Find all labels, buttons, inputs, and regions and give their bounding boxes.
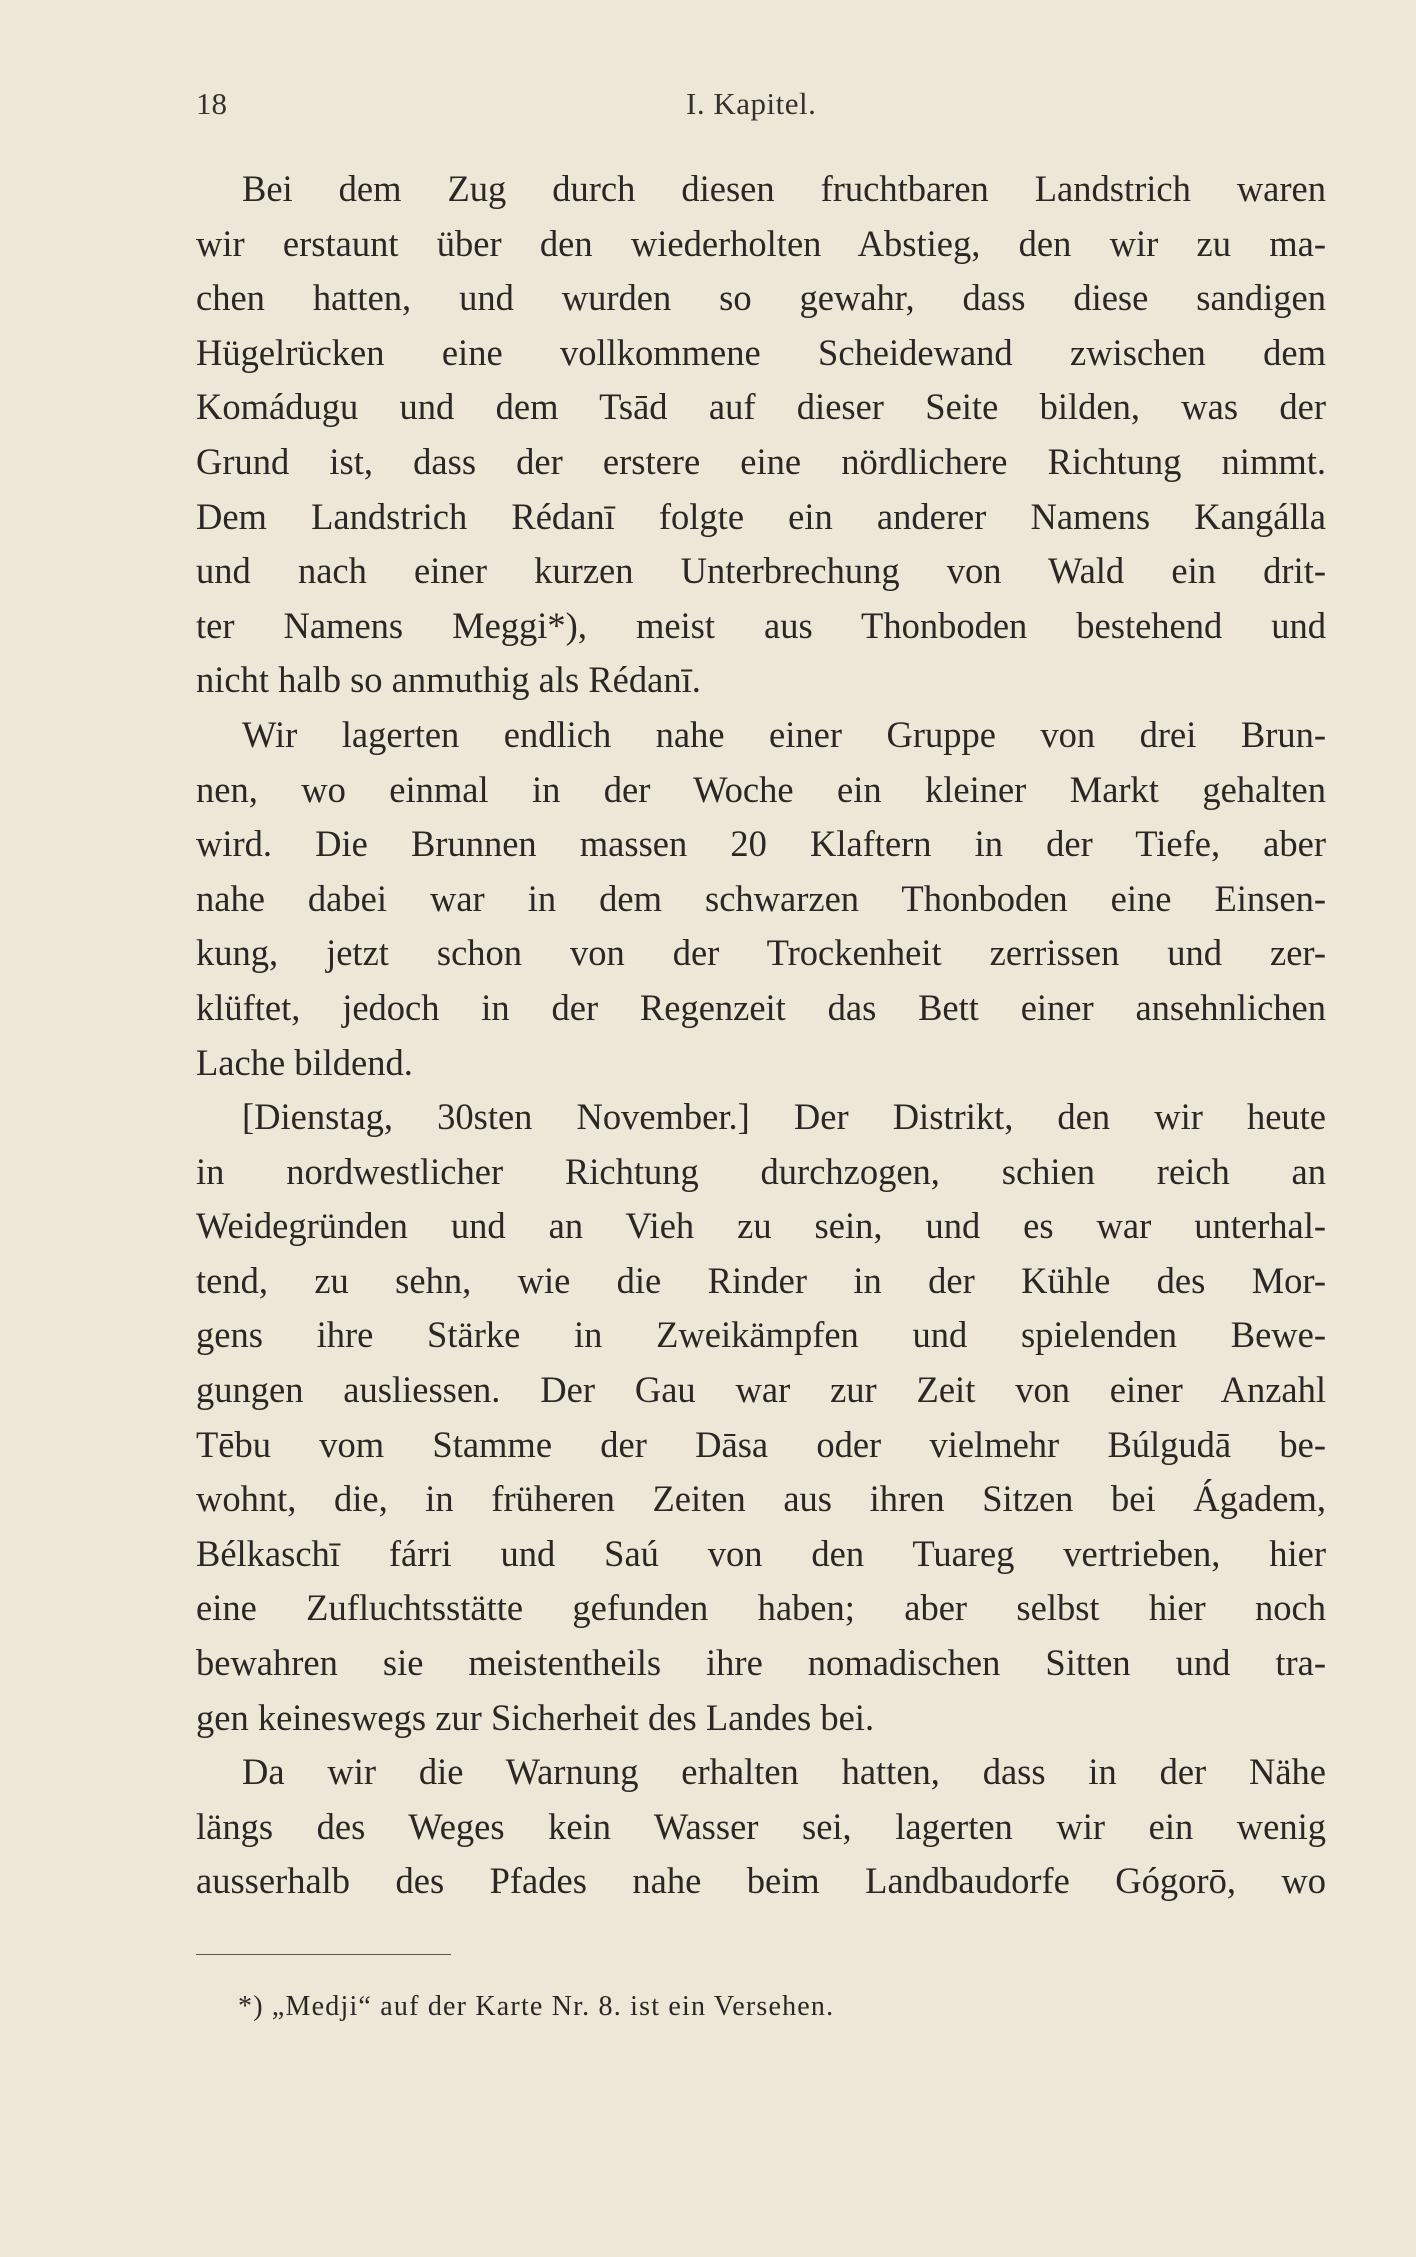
text-line: Grund ist, dass der erstere eine nördlichere Richtung nimmt. xyxy=(196,440,1326,482)
text-line: eine Zufluchtsstätte gefunden haben; aber selbst hier noch xyxy=(196,1587,1326,1629)
body-text xyxy=(196,162,1326,1909)
text-line: wohnt, die, in früheren Zeiten aus ihren Sitzen bei Ágadem, xyxy=(196,1478,1326,1520)
text-line: Bélkaschī fárri und Saú von den Tuareg vertrieben, hier xyxy=(196,1532,1326,1574)
text-line: bewahren sie meistentheils ihre nomadischen Sitten und tra- xyxy=(196,1642,1326,1684)
text-line: Lache bildend. xyxy=(196,1041,413,1083)
footnote-rule xyxy=(196,1954,451,1955)
text-line: in nordwestlicher Richtung durchzogen, schien reich an xyxy=(196,1150,1326,1192)
text-line: ter Namens Meggi*), meist aus Thonboden bestehend und xyxy=(196,604,1326,646)
text-line: gens ihre Stärke in Zweikämpfen und spielenden Bewe- xyxy=(196,1314,1326,1356)
text-line: kung, jetzt schon von der Trockenheit zerrissen und zer- xyxy=(196,932,1326,974)
text-line: klüftet, jedoch in der Regenzeit das Bett einer ansehnlichen xyxy=(196,986,1326,1028)
text-line: Hügelrücken eine vollkommene Scheidewand zwischen dem xyxy=(196,331,1326,373)
text-line: Da wir die Warnung erhalten hatten, dass in der Nähe xyxy=(242,1751,1326,1793)
text-line: gungen ausliessen. Der Gau war zur Zeit von einer Anzahl xyxy=(196,1369,1326,1411)
text-line: chen hatten, und wurden so gewahr, dass diese sandigen xyxy=(196,277,1326,319)
text-line: und nach einer kurzen Unterbrechung von Wald ein drit- xyxy=(196,550,1326,592)
text-line: Komádugu und dem Tsād auf dieser Seite bilden, was der xyxy=(196,386,1326,428)
text-line: nicht halb so anmuthig als Rédanī. xyxy=(196,659,701,701)
footnote: *) „Medji“ auf der Karte Nr. 8. ist ein Versehen. xyxy=(238,1991,835,2022)
page-number: 18 xyxy=(196,86,227,121)
text-line: nen, wo einmal in der Woche ein kleiner Markt gehalten xyxy=(196,768,1326,810)
text-line: nahe dabei war in dem schwarzen Thonboden eine Einsen- xyxy=(196,877,1326,919)
text-line: [Dienstag, 30sten November.] Der Distrikt, den wir heute xyxy=(242,1096,1326,1138)
page-header xyxy=(196,86,1336,126)
text-line: längs des Weges kein Wasser sei, lagerten wir ein wenig xyxy=(196,1805,1326,1847)
text-line: Weidegründen und an Vieh zu sein, und es war unterhal- xyxy=(196,1205,1326,1247)
text-line: gen keineswegs zur Sicherheit des Landes bei. xyxy=(196,1696,875,1738)
running-head: I. Kapitel. xyxy=(686,86,817,121)
text-line: ausserhalb des Pfades nahe beim Landbaudorfe Gógorō, wo xyxy=(196,1860,1326,1902)
text-line: tend, zu sehn, wie die Rinder in der Kühle des Mor- xyxy=(196,1259,1326,1301)
text-line: Bei dem Zug durch diesen fruchtbaren Landstrich waren xyxy=(242,168,1326,209)
text-line: Tēbu vom Stamme der Dāsa oder vielmehr Búlgudā be- xyxy=(196,1423,1326,1465)
text-line: wird. Die Brunnen massen 20 Klaftern in der Tiefe, aber xyxy=(196,823,1326,865)
text-line: Dem Landstrich Rédanī folgte ein anderer Namens Kangálla xyxy=(196,495,1326,537)
text-line: wir erstaunt über den wiederholten Abstieg, den wir zu ma- xyxy=(196,222,1326,264)
text-line: Wir lagerten endlich nahe einer Gruppe von drei Brun- xyxy=(242,713,1326,755)
